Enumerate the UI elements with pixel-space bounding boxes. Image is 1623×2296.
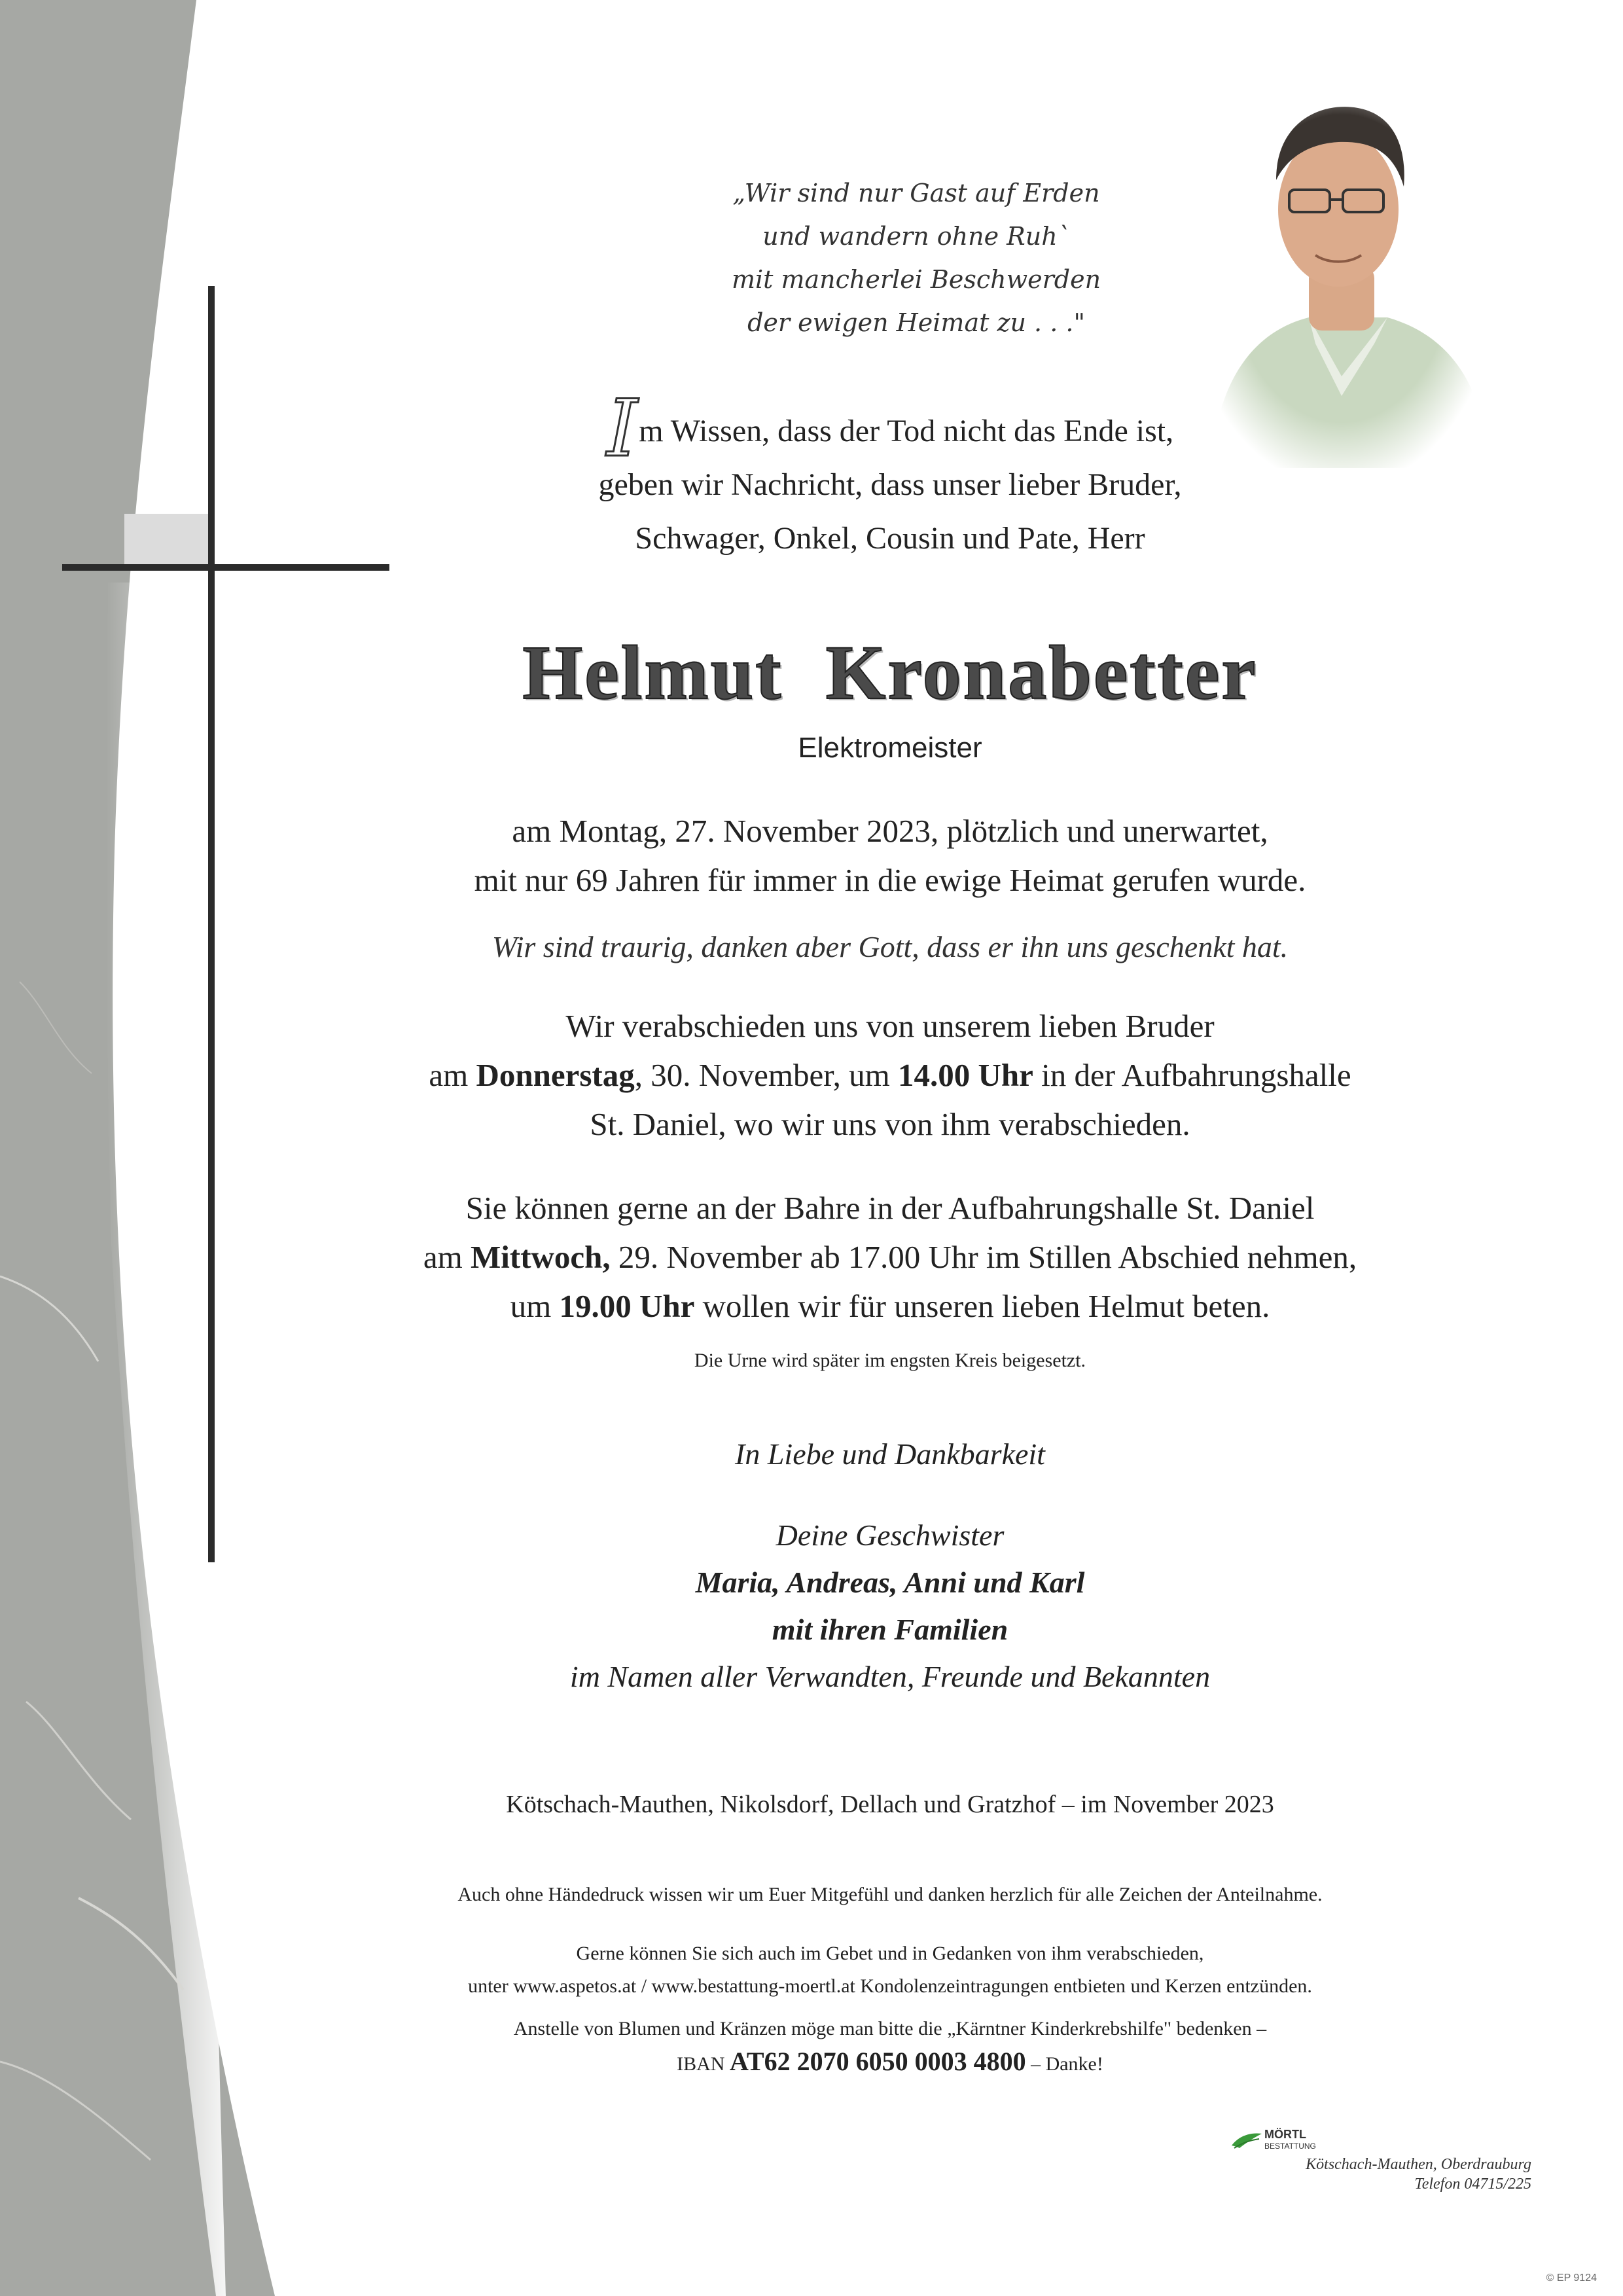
- logo-subtitle: BESTATTUNG: [1264, 2142, 1316, 2151]
- farewell-line: [366, 1050, 1414, 1100]
- text-fragment: 29. November ab 17.00 Uhr im Stillen Abschied nehmen,: [610, 1239, 1357, 1275]
- viewing-day: Mittwoch,: [471, 1239, 611, 1275]
- deceased-name: Helmut Kronabetter: [522, 630, 1258, 715]
- mourners-signature: [366, 1512, 1414, 1700]
- viewing-line: [366, 1282, 1414, 1331]
- address-line: Kötschach-Mauthen, Oberdrauburg: [1306, 2156, 1531, 2173]
- iban-suffix: – Danke!: [1026, 2053, 1103, 2075]
- signature-line: im Namen aller Verwandten, Freunde und Bekannten: [569, 1660, 1211, 1693]
- poem-line: mit mancherlei Beschwerden: [731, 265, 1101, 294]
- gratitude-quote: Wir sind traurig, danken aber Gott, dass er ihn uns geschenkt hat.: [491, 930, 1289, 963]
- viewing-line: Sie können gerne an der Bahre in der Aufbahrungshalle St. Daniel: [465, 1190, 1315, 1226]
- closing-phrase: In Liebe und Dankbarkeit: [735, 1437, 1045, 1471]
- poem-line: „Wir sind nur Gast auf Erden: [732, 179, 1100, 207]
- intro-line: geben wir Nachricht, dass unser lieber Bruder,: [598, 467, 1182, 502]
- deceased-profession: Elektromeister: [798, 732, 982, 764]
- death-line: am Montag, 27. November 2023, plötzlich und unerwartet,: [512, 813, 1268, 849]
- place-date: Kötschach-Mauthen, Nikolsdorf, Dellach und Gratzhof – im November 2023: [506, 1791, 1274, 1818]
- phone-line: Telefon 04715/225: [1414, 2176, 1531, 2193]
- farewell-line: St. Daniel, wo wir uns von ihm verabschieden.: [590, 1106, 1190, 1142]
- signature-line: mit ihren Familien: [772, 1613, 1008, 1646]
- farewell-time: 14.00 Uhr: [897, 1057, 1033, 1093]
- text-fragment: am: [429, 1057, 476, 1093]
- donation-note: [366, 2013, 1414, 2081]
- poem-line: und wandern ohne Ruh`: [762, 222, 1070, 251]
- farewell-line: Wir verabschieden uns von unserem lieben Bruder: [565, 1008, 1215, 1044]
- text-fragment: am: [423, 1239, 471, 1275]
- text-fragment: , 30. November, um: [634, 1057, 898, 1093]
- iban-value: AT62 2070 6050 0003 4800: [729, 2047, 1026, 2076]
- poem-line: der ewigen Heimat zu . . .": [747, 308, 1085, 337]
- text-fragment: wollen wir für unseren lieben Helmut beten.: [694, 1288, 1270, 1324]
- intro-line: [366, 384, 1414, 475]
- funeral-home-address: [1306, 2155, 1531, 2194]
- iban-line: [366, 2045, 1414, 2081]
- farewell-day: Donnerstag: [476, 1057, 635, 1093]
- intro-text: [366, 384, 1414, 565]
- viewing-line: [366, 1232, 1414, 1282]
- text-fragment: um: [510, 1288, 560, 1324]
- urn-note: Die Urne wird später im engsten Kreis beigesetzt.: [694, 1350, 1086, 1371]
- poem: [687, 171, 1145, 344]
- farewell-info: [366, 1001, 1414, 1149]
- note-line: Gerne können Sie sich auch im Gebet und in Gedanken von ihm verabschieden,: [576, 1943, 1204, 1964]
- online-condolence-note: [366, 1937, 1414, 2003]
- cross-vertical: [208, 286, 215, 1562]
- death-line: mit nur 69 Jahren für immer in die ewige Heimat gerufen wurde.: [474, 862, 1306, 898]
- viewing-info: [366, 1183, 1414, 1331]
- print-code: © EP 9124: [1546, 2272, 1597, 2284]
- signature-line: Deine Geschwister: [776, 1518, 1005, 1552]
- leaf-icon: [1230, 2128, 1263, 2152]
- sidebar-light-block: [124, 514, 209, 566]
- note-line: unter www.aspetos.at / www.bestattung-moertl.at Kondolenzeintragungen entbieten und Kerzen entzünden.: [468, 1975, 1312, 1997]
- intro-line: Schwager, Onkel, Cousin und Pate, Herr: [635, 521, 1145, 556]
- thanks-note: Auch ohne Händedruck wissen wir um Euer Mitgefühl und danken herzlich für alle Zeichen der Anteilnahme.: [457, 1884, 1323, 1905]
- text-fragment: in der Aufbahrungshalle: [1033, 1057, 1351, 1093]
- death-notice: [366, 806, 1414, 905]
- dropcap-initial: I: [606, 384, 638, 475]
- cross-horizontal: [62, 564, 389, 571]
- iban-label: IBAN: [677, 2053, 730, 2075]
- logo-wordmark: [1264, 2128, 1316, 2152]
- prayer-time: 19.00 Uhr: [559, 1288, 695, 1324]
- intro-line1-rest: m Wissen, dass der Tod nicht das Ende ist,: [639, 414, 1174, 448]
- logo-brand: MÖRTL: [1264, 2128, 1306, 2141]
- signature-names: Maria, Andreas, Anni und Karl: [695, 1566, 1085, 1599]
- note-line: Anstelle von Blumen und Kränzen möge man bitte die „Kärntner Kinderkrebshilfe" bedenken –: [513, 2018, 1267, 2039]
